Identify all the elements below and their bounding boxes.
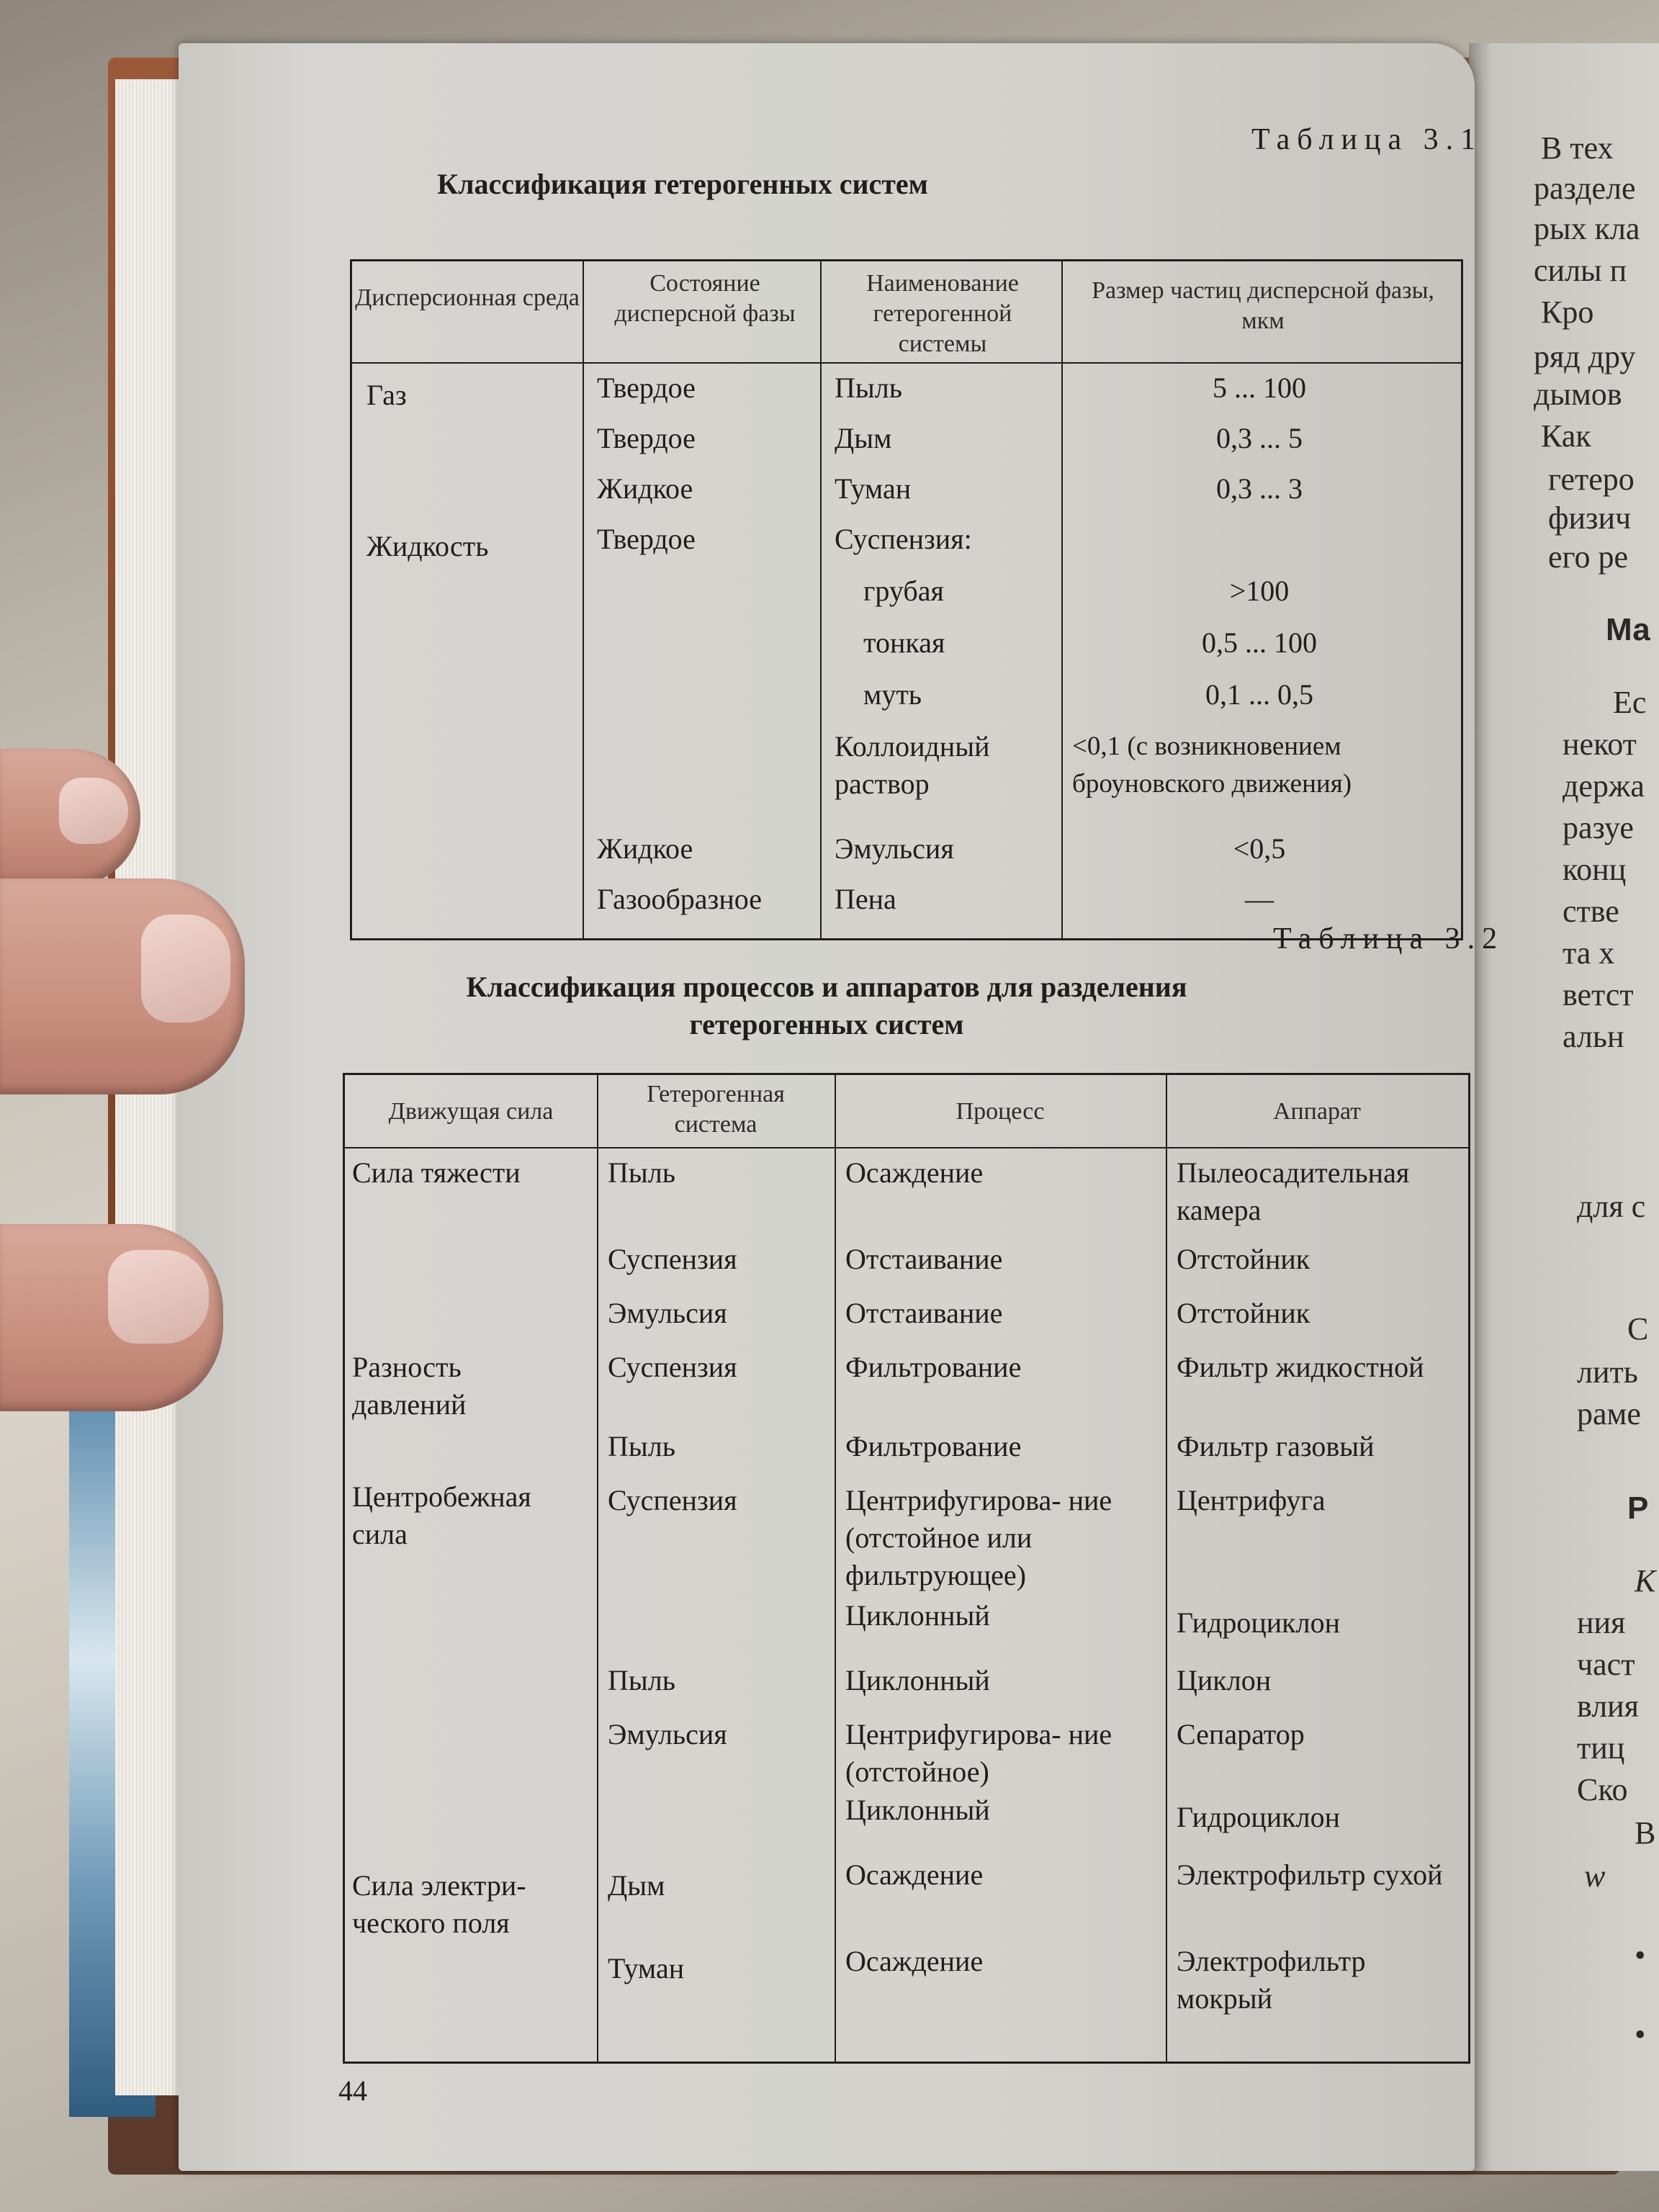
t2-system: Пыль (608, 1156, 675, 1189)
right-fragment: силы п (1534, 253, 1627, 288)
table-3-1 (350, 259, 1463, 940)
t2-process: Циклонный (845, 1794, 990, 1826)
t1-state: Твердое (597, 422, 696, 454)
right-fragment: ветст (1563, 977, 1634, 1012)
book-page (179, 43, 1505, 2171)
t2-apparatus: Электрофильтр сухой (1177, 1858, 1443, 1891)
t2-apparatus: Фильтр жидкостной (1177, 1351, 1424, 1383)
t1-name: Пена (835, 883, 896, 915)
right-fragment: Как (1541, 418, 1591, 454)
table-3-2 (343, 1073, 1470, 2064)
t2-process: Фильтрование (845, 1430, 1022, 1462)
t1-size: 0,5 ... 100 (1202, 626, 1317, 659)
page-content (179, 43, 1505, 2171)
right-fragment: w (1584, 1858, 1606, 1894)
t2-system: Пыль (608, 1664, 675, 1696)
t2-process: Центрифугирова- ние (отстойное) (845, 1718, 1112, 1788)
bullet: • (1635, 1938, 1646, 1973)
t1-size: 5 ... 100 (1213, 372, 1306, 404)
finger (0, 749, 140, 886)
right-fragment: та x (1563, 935, 1615, 971)
right-fragment: Ес (1613, 685, 1647, 720)
t1-size: 0,1 ... 0,5 (1205, 678, 1313, 711)
t1-size: >100 (1229, 575, 1290, 607)
t2-header-system: Гетерогенная система (647, 1081, 785, 1138)
t1-medium: Газ (367, 379, 407, 411)
t2-apparatus: Фильтр газовый (1177, 1430, 1375, 1462)
t2-process: Центрифугирова- ние (отстойное или фильтрующее) (845, 1484, 1112, 1591)
t2-apparatus: Пылеосадительная камера (1177, 1156, 1410, 1226)
right-fragment: част (1577, 1647, 1635, 1682)
right-fragment: В (1635, 1815, 1656, 1851)
right-heading-fragment: Ма (1606, 612, 1650, 647)
t1-size: — (1245, 883, 1274, 915)
t2-process: Осаждение (845, 1945, 984, 1977)
t2-force: Сила тяжести (352, 1156, 521, 1189)
t2-system: Дым (608, 1869, 665, 1902)
t2-system: Суспензия (608, 1484, 737, 1516)
t2-header-force: Движущая сила (388, 1098, 554, 1125)
right-fragment: для с (1577, 1189, 1646, 1224)
right-fragment: раме (1577, 1396, 1641, 1431)
bullet: • (1635, 2017, 1646, 2052)
t2-process: Отстаивание (845, 1243, 1003, 1275)
t1-state: Твердое (597, 523, 696, 555)
t1-state: Твердое (597, 372, 696, 404)
t2-process: Отстаивание (845, 1297, 1003, 1329)
t2-system: Эмульсия (608, 1718, 727, 1750)
t2-force: Центробежная сила (352, 1480, 531, 1550)
right-fragment: конц (1563, 852, 1627, 887)
t1-name: муть (863, 678, 922, 711)
right-fragment: держа (1563, 768, 1645, 804)
right-fragment: стве (1563, 894, 1619, 929)
t1-state: Жидкое (597, 832, 693, 865)
t2-force: Сила электри- ческого поля (352, 1869, 526, 1939)
t2-apparatus: Циклон (1177, 1664, 1272, 1696)
right-fragment: ния (1577, 1605, 1626, 1640)
t1-name: Эмульсия (835, 832, 954, 865)
right-fragment: В тех (1541, 130, 1614, 166)
right-fragment: его ре (1548, 539, 1629, 575)
t1-header-name: Наименование гетерогенной системы (866, 270, 1019, 357)
t1-name: Коллоидный раствор (835, 730, 990, 800)
right-fragment: лить (1577, 1354, 1638, 1390)
right-fragment: Ско (1577, 1772, 1628, 1807)
t1-name: Суспензия: (835, 523, 972, 555)
finger (0, 878, 245, 1094)
t2-header-process: Процесс (956, 1098, 1045, 1125)
t1-name: Дым (835, 422, 892, 454)
right-fragment: ряд дру (1534, 339, 1636, 374)
right-fragment: гетеро (1548, 462, 1635, 497)
right-fragment: разделе (1534, 171, 1636, 206)
right-fragment: некот (1563, 727, 1637, 762)
t2-apparatus: Отстойник (1177, 1243, 1310, 1275)
t2-system: Туман (608, 1952, 685, 1984)
right-page (1469, 43, 1659, 2171)
t2-apparatus: Центрифуга (1177, 1484, 1326, 1516)
t2-process: Осаждение (845, 1156, 984, 1189)
table-3-2-title: Классификация процессов и аппаратов для разделения гетерогенных систем (466, 971, 1187, 1040)
t1-header-medium: Дисперсионная среда (355, 284, 580, 311)
right-fragment: С (1627, 1311, 1649, 1346)
t2-apparatus: Гидроциклон (1177, 1801, 1340, 1833)
finger (0, 1224, 223, 1411)
table-3-1-title: Классификация гетерогенных систем (437, 168, 928, 200)
right-heading-fragment: Р (1627, 1491, 1649, 1526)
t2-process: Циклонный (845, 1599, 990, 1632)
t1-name: Пыль (835, 372, 902, 404)
right-fragment: тиц (1577, 1730, 1625, 1766)
right-fragment: разуе (1563, 810, 1634, 845)
t1-medium: Жидкость (367, 530, 489, 562)
right-fragment: К (1635, 1563, 1656, 1599)
t2-system: Эмульсия (608, 1297, 727, 1329)
t1-state: Газообразное (597, 883, 763, 915)
t2-process: Осаждение (845, 1858, 984, 1891)
t2-apparatus: Электрофильтр мокрый (1177, 1945, 1366, 2015)
t2-force: Разность давлений (352, 1351, 467, 1421)
t1-name: тонкая (863, 626, 945, 659)
t2-process: Фильтрование (845, 1351, 1022, 1383)
right-fragment: влия (1577, 1689, 1639, 1724)
t1-header-state: Состояние дисперсной фазы (614, 270, 796, 327)
right-fragment: альн (1563, 1019, 1624, 1054)
t1-name: грубая (863, 575, 944, 607)
t1-size: 0,3 ... 5 (1216, 422, 1303, 454)
right-fragment: дымов (1534, 377, 1622, 412)
t2-system: Суспензия (608, 1243, 737, 1275)
t2-process: Циклонный (845, 1664, 990, 1696)
page-number: 44 (338, 2074, 367, 2107)
t1-header-size: Размер частиц дисперсной фазы, мкм (1092, 277, 1434, 334)
t2-header-apparatus: Аппарат (1272, 1098, 1362, 1125)
t1-name: Туман (835, 472, 912, 505)
t1-size: 0,3 ... 3 (1216, 472, 1303, 505)
t2-system: Пыль (608, 1430, 675, 1462)
right-fragment: Кро (1541, 295, 1594, 330)
table-3-1-label: Таблица 3.1 (1251, 123, 1483, 156)
t1-size: <0,5 (1233, 832, 1286, 865)
t2-apparatus: Сепаратор (1177, 1718, 1305, 1750)
t1-size: <0,1 (с возникновением броуновского движения) (1072, 732, 1352, 799)
table-3-2-label: Таблица 3.2 (1273, 922, 1505, 956)
t1-state: Жидкое (597, 472, 693, 505)
t2-apparatus: Отстойник (1177, 1297, 1310, 1329)
right-fragment: рых кла (1534, 211, 1640, 246)
t2-apparatus: Гидроциклон (1177, 1606, 1340, 1639)
right-fragment: физич (1548, 500, 1632, 536)
t2-system: Суспензия (608, 1351, 737, 1383)
